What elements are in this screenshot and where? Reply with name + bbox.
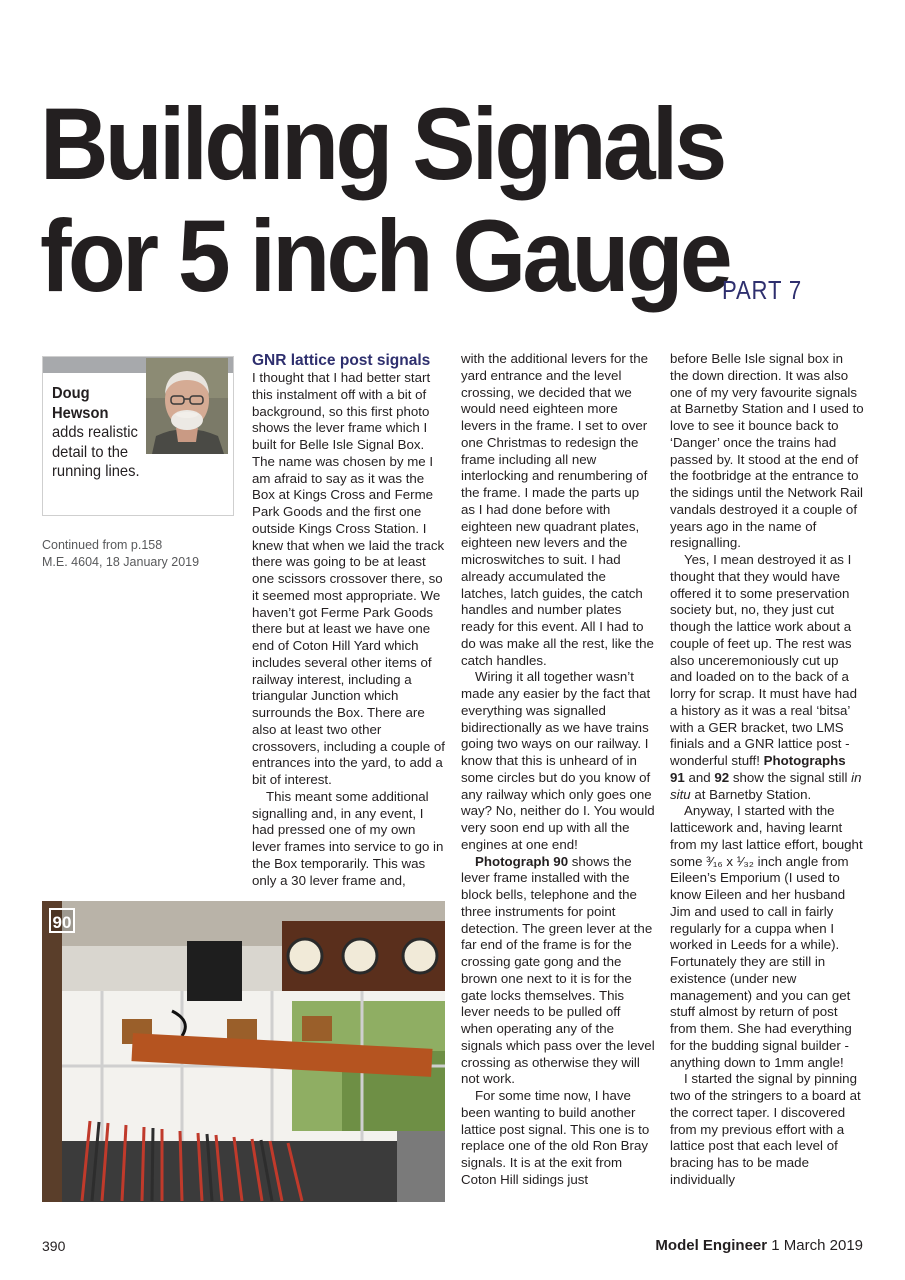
paragraph [461, 854, 655, 1089]
portrait-image [146, 358, 228, 454]
paragraph: For some time now, I have been wanting to build another lattice post signal. This one is to replace one of the old Ron Bray signals. It is at the exit from Coton Hill sidings just [461, 1088, 650, 1187]
author-portrait [146, 358, 228, 454]
paragraph: I thought that I had better start this instalment off with a bit of background, so this first photo shows the lever frame which I built for Belle Isle Signal Box. The name was chosen by me I am afraid to say as it was the Box at Kings Cross and Ferme Park Goods and the first one outside Kings Cross Station. I knew that when we laid the track there was going to be at least one scissors crossover there, so it seemed most appropriate. We haven’t got Ferme Park Goods there but at least we have one end of Coton Hill Yard which includes several other items of railway interest, including a triangular Junction which surrounds the Box. There are also at least two other crossovers, including a couple of entrances into the yard, to add a bit of interest. [252, 370, 445, 787]
photo-reference: Photograph 90 [475, 853, 569, 869]
section-heading: GNR lattice post signals [252, 352, 431, 369]
article-column-2 [461, 351, 655, 1189]
italic-text: in situ [670, 769, 862, 802]
author-name-last: Hewson [52, 404, 109, 422]
paragraph: before Belle Isle signal box in the down direction. It was also one of my very favourite signals at Barnetby Station and I used to love to see it bounce back to ‘Danger’ once the trains had passed by. It stood at the end of the footbridge at the entrance to the sidings until the Network Rail vandals destroyed it a couple of years ago in the name of resignalling. [670, 351, 864, 551]
author-blurb [52, 384, 144, 482]
title-line-2: for 5 inch Gauge [40, 199, 729, 313]
photo-reference: Photographs 91 [670, 753, 846, 785]
magazine-name: Model Engineer [655, 1237, 768, 1254]
paragraph: This meant some additional signalling and, in any event, I had pressed one of my own lever frames into service to go in the Box temporarily. This was only a 30 lever frame and, [252, 788, 444, 888]
article-column-3 [670, 351, 864, 1189]
continued-note [42, 537, 199, 571]
author-name-first: Doug [52, 385, 90, 402]
paragraph-text: shows the lever frame installed with the block bells, telephone and the three instruments for point detection. The green lever at the far end of the frame is for the crossing gate gong and the brown one next to it is for the gate locks themselves. This lever needs to be pulled off when operating any of the signals which pass over the level crossing as otherwise they will not work. [461, 853, 655, 1087]
author-description: adds realistic detail to the running lines. [52, 424, 140, 480]
photograph-90 [42, 901, 445, 1202]
continued-from: Continued from p.158 [42, 538, 163, 552]
paragraph: with the additional levers for the yard entrance and the level crossing, we decided that we would need eighteen more levers in the frame. I set to over one Christmas to redesign the frame including all new interlocking and renumbering of the frame. I made the parts up as I had done before with eighteen new quadrant plates, eighteen new levers and the microswitches to suit. I had already accumulated the latches, latch guides, the catch handles and number plates ready for this event. All I had to do was make all the rest, like the catch handles. [461, 351, 654, 668]
issue-date: 1 March 2019 [767, 1237, 863, 1254]
paragraph: Anyway, I started with the latticework and, having learnt from my last lattice effort, bought some ³⁄₁₆ x ¹⁄₃₂ inch angle from Eileen’s Emporium (I used to know Eileen and her husband Jim and used to call in fairly regularly for a cuppa when I worked in Leeds for a while). Fortunately they are still in existence (under new management) and you can get stuff almost by return of post from them. She had everything for the budding signal builder - anything down to 1mm angle! [670, 803, 863, 1070]
part-label: PART 7 [722, 275, 803, 305]
title-line-1: Building Signals [40, 87, 724, 201]
page-number: 390 [42, 1238, 66, 1254]
photo-number-badge: 90 [49, 908, 75, 933]
photo-reference: 92 [714, 769, 730, 785]
paragraph: Wiring it all together wasn’t made any easier by the fact that everything was signalled bidirectionally as we have trains going two ways on our railway. I know that this is unheard of in some circles but do you know of any railway which only goes one way? No, neither do I. You would very soon end up with all the engines at one end! [461, 669, 655, 852]
paragraph [670, 552, 864, 803]
paragraph-text: show the signal still [729, 769, 852, 785]
article-column-1 [252, 351, 447, 889]
article-title [40, 88, 729, 312]
footer-publication [655, 1237, 863, 1254]
author-box [42, 356, 234, 516]
paragraph-text: at Barnetby Station. [690, 786, 812, 802]
paragraph-text: and [684, 769, 715, 785]
paragraph-text: Yes, I mean destroyed it as I thought that they would have offered it to some preservation society but, no, they just cut though the lattice work about a couple of feet up. The rest was also unceremoniously cut up and loaded on to the back of a lorry for scrap. It must have had a history as it was a real ‘bitsa’ with a GER bracket, two LMS finials and a GNR lattice post - wonderful stuff! [670, 552, 857, 768]
paragraph: I started the signal by pinning two of the stringers to a board at the correct taper. I discovered from my previous effort with a lattice post that each level of bracing has to be made individually [670, 1071, 861, 1187]
lever-frame-photo [42, 901, 445, 1202]
continued-issue: M.E. 4604, 18 January 2019 [42, 555, 200, 569]
